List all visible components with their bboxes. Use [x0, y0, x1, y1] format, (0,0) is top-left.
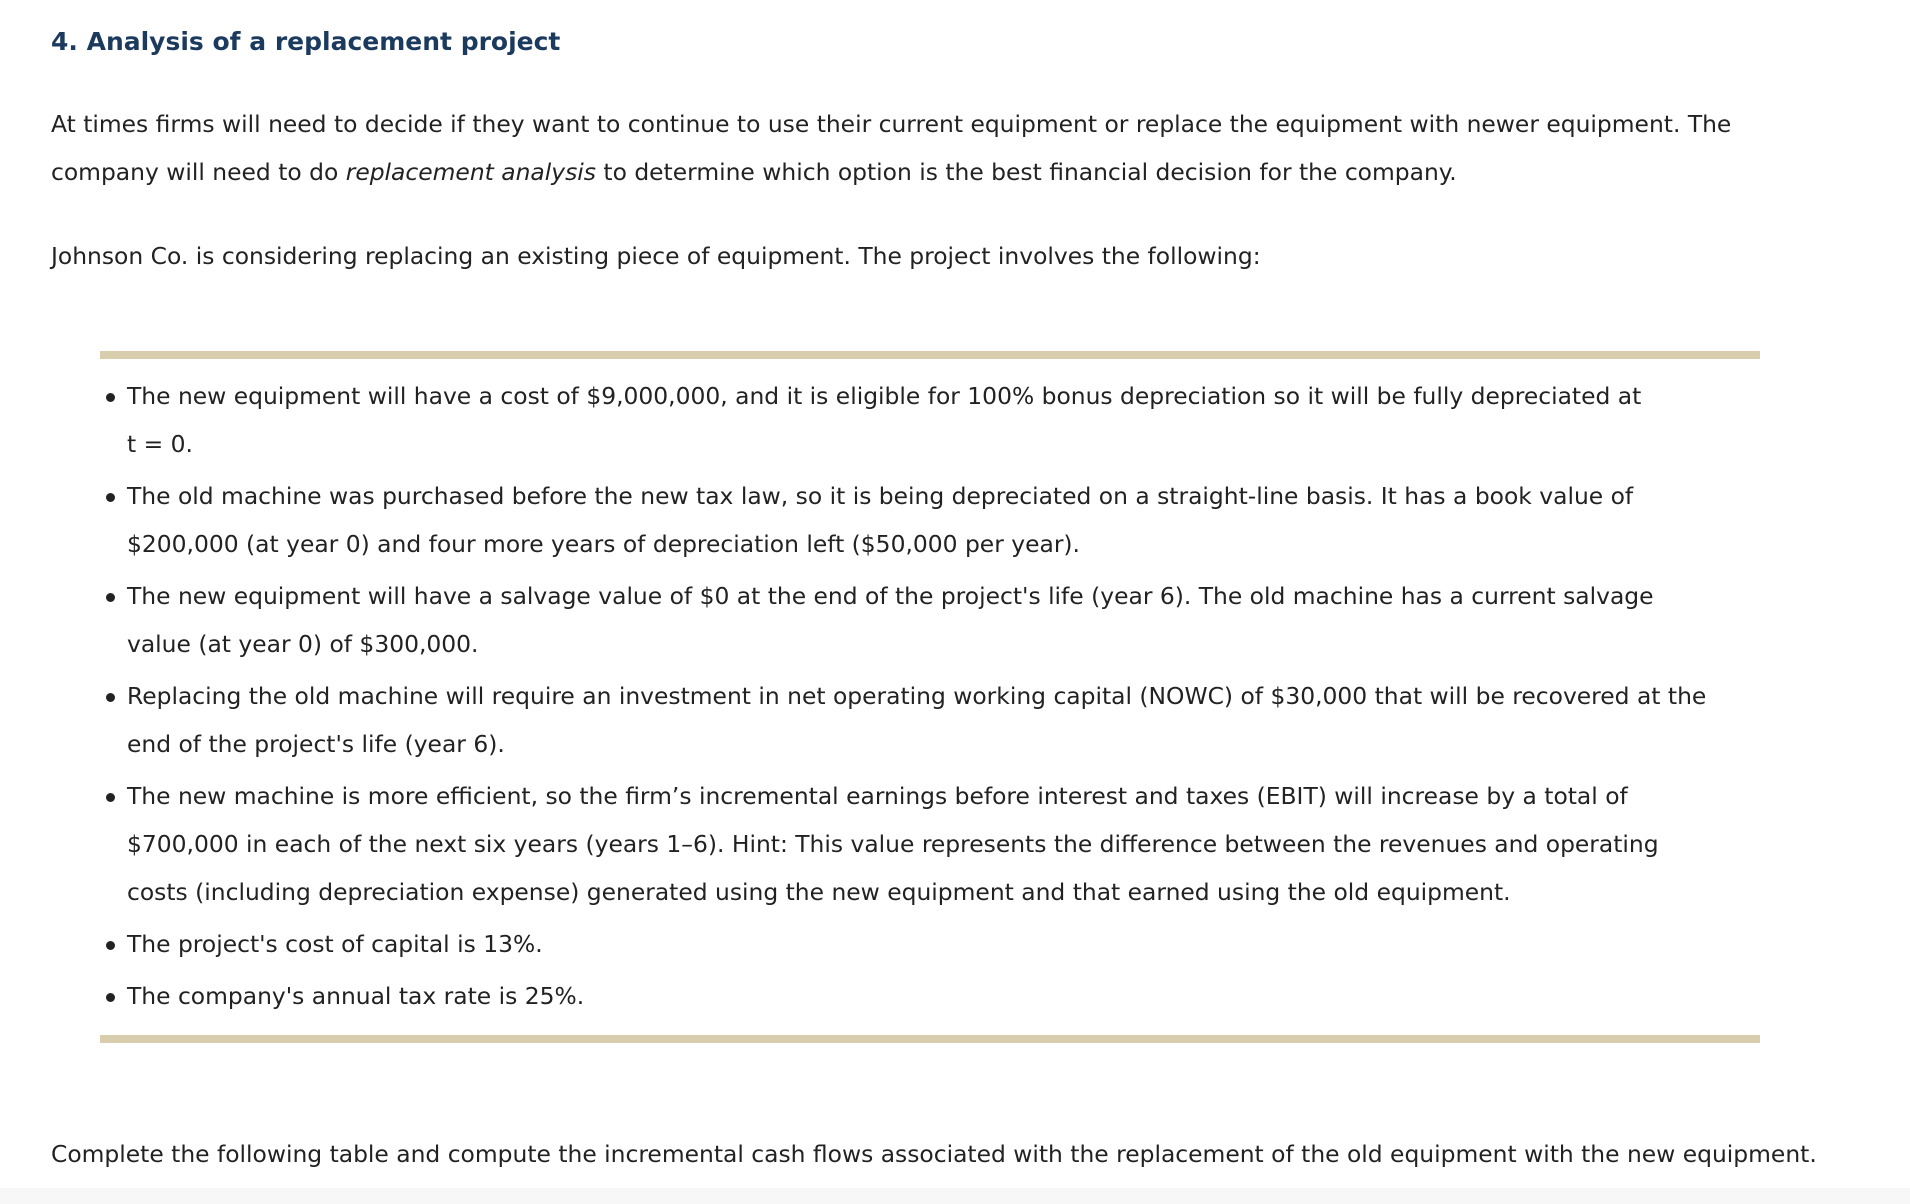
box-top-rule — [100, 351, 1760, 359]
list-item-line: The project's cost of capital is 13%. — [127, 930, 543, 958]
bottom-band — [0, 1188, 1910, 1204]
setup-paragraph: Johnson Co. is considering replacing an existing piece of equipment. The project involves the following: — [51, 242, 1261, 270]
list-item — [100, 672, 1760, 768]
list-item-line: end of the project's life (year 6). — [127, 730, 505, 758]
list-item — [100, 572, 1760, 668]
list-item — [100, 372, 1760, 468]
list-item — [100, 472, 1760, 568]
box-bottom-rule — [100, 1035, 1760, 1043]
list-item-line: t = 0. — [127, 430, 193, 458]
intro-line-2 — [51, 148, 1871, 196]
intro-emphasis: replacement analysis — [345, 158, 596, 186]
intro-paragraph — [51, 100, 1871, 196]
instruction-paragraph: Complete the following table and compute the incremental cash flows associated with the replacement of the old equipment with the new equipment. — [51, 1140, 1817, 1168]
intro-text-after: to determine which option is the best financial decision for the company. — [595, 158, 1457, 186]
list-item-line: value (at year 0) of $300,000. — [127, 630, 479, 658]
intro-text-before: company will need to do — [51, 158, 346, 186]
list-item — [100, 920, 1760, 968]
intro-line-1: At times firms will need to decide if they want to continue to use their current equipment or replace the equipment with newer equipment. The — [51, 110, 1732, 138]
list-item-line: The new equipment will have a salvage value of $0 at the end of the project's life (year 6). The old machine has a current salvage — [127, 582, 1654, 610]
list-item-line: Replacing the old machine will require an investment in net operating working capital (NOWC) of $30,000 that will be recovered at the — [127, 682, 1707, 710]
list-item-line: costs (including depreciation expense) generated using the new equipment and that earned using the old equipment. — [127, 878, 1511, 906]
list-item-line: The company's annual tax rate is 25%. — [127, 982, 585, 1010]
list-item — [100, 972, 1760, 1020]
assumptions-list — [100, 372, 1760, 1024]
list-item-line: The old machine was purchased before the new tax law, so it is being depreciated on a straight-line basis. It has a book value of — [127, 482, 1634, 510]
problem-title: 4. Analysis of a replacement project — [51, 27, 561, 56]
list-item-line: The new machine is more efficient, so the firm’s incremental earnings before interest and taxes (EBIT) will increase by a total of — [127, 782, 1628, 810]
list-item — [100, 772, 1760, 916]
list-item-line: The new equipment will have a cost of $9,000,000, and it is eligible for 100% bonus depreciation so it will be fully depreciated at — [127, 382, 1642, 410]
list-item-line: $700,000 in each of the next six years (years 1–6). Hint: This value represents the difference between the revenues and operating — [127, 830, 1659, 858]
list-item-line: $200,000 (at year 0) and four more years of depreciation left ($50,000 per year). — [127, 530, 1080, 558]
